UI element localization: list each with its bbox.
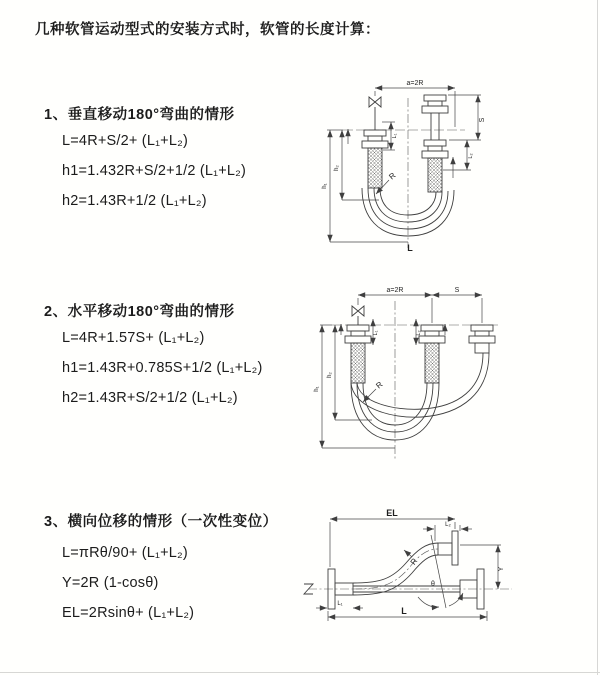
braided-hose-end — [428, 158, 442, 192]
diagram3-labels — [337, 508, 505, 616]
section1-formula-L: L=4R+S/2+ (L₁+L₂) — [62, 133, 188, 149]
section3-formula-L: L=πRθ/90+ (L₁+L₂) — [62, 545, 188, 561]
dim-label-l2: L₂ — [416, 330, 422, 336]
dim-label-h2: h₂ — [327, 372, 333, 378]
dim-label-l2: L₂ — [468, 153, 474, 159]
dim-label-l1: L₁ — [337, 601, 343, 607]
diagram-vertical-movement — [315, 72, 560, 257]
scan-edge-bottom — [0, 672, 600, 673]
section3-formula-EL: EL=2Rsinθ+ (L₁+L₂) — [62, 605, 195, 621]
radius-leader-arrow — [404, 550, 412, 557]
radius-label: R — [374, 379, 385, 391]
dim-label-l2: L₂ — [445, 522, 451, 528]
left-fitting — [362, 130, 388, 188]
dim-label-h1: h₁ — [314, 386, 320, 392]
radius-label: R — [408, 556, 420, 567]
dimension-lines — [327, 88, 481, 242]
dim-label-s: S — [479, 117, 486, 123]
section2-heading: 2、水平移动180°弯曲的情形 — [44, 304, 235, 320]
section1-formula-h1: h1=1.432R+S/2+1/2 (L₁+L₂) — [62, 163, 247, 179]
right-fitting-upper — [422, 95, 448, 140]
section1-formula-h2: h2=1.43R+1/2 (L₁+L₂) — [62, 193, 207, 209]
section2-formula-h2: h2=1.43R+S/2+1/2 (L₁+L₂) — [62, 390, 238, 406]
left-fitting — [345, 325, 371, 383]
dim-label-y: Y — [498, 566, 505, 572]
right-fitting — [469, 325, 495, 353]
diagram1-labels — [322, 80, 486, 253]
page-title: 几种软管运动型式的安装方式时，软管的长度计算： — [35, 22, 380, 38]
angle-label: θ — [431, 581, 435, 588]
displaced-flange — [438, 531, 458, 565]
dim-label-span: a=2R — [406, 80, 424, 87]
dim-label-s: S — [454, 287, 460, 294]
valve-icon — [352, 306, 364, 325]
dim-label-h2: h₂ — [334, 165, 340, 171]
dim-label-l1: L₁ — [373, 330, 379, 336]
dimension-lines — [316, 519, 501, 621]
section2-formula-h1: h1=1.43R+0.785S+1/2 (L₁+L₂) — [62, 360, 263, 376]
valve-icon — [369, 97, 381, 130]
dim-label-h1: h₁ — [322, 183, 328, 189]
section3-heading: 3、横向位移的情形（一次性变位） — [44, 514, 278, 530]
braided-hose-end — [351, 343, 365, 383]
dim-label-el: EL — [386, 508, 398, 518]
middle-fitting — [419, 325, 445, 383]
diagram-lateral-displacement — [300, 505, 600, 655]
right-fitting-lower — [422, 140, 448, 192]
length-label: L — [407, 243, 413, 253]
radius-leader-arrow — [363, 389, 376, 402]
section3-formula-Y: Y=2R (1-cosθ) — [62, 575, 159, 591]
dim-label-l1: L₁ — [392, 133, 398, 139]
hose-u-curves — [351, 353, 489, 440]
dim-label-span: a=2R — [386, 287, 404, 294]
centerlines — [343, 98, 465, 248]
section1-heading: 1、垂直移动180°弯曲的情形 — [44, 107, 235, 123]
hose-s-curve — [353, 543, 438, 595]
section2-formula-L: L=4R+1.57S+ (L₁+L₂) — [62, 330, 205, 346]
diagram-horizontal-movement — [310, 283, 560, 473]
dimension-lines — [320, 295, 482, 448]
braided-hose-end — [368, 148, 382, 188]
braided-hose-end — [425, 343, 439, 383]
length-label: L — [401, 606, 407, 616]
radius-label: R — [387, 170, 398, 182]
